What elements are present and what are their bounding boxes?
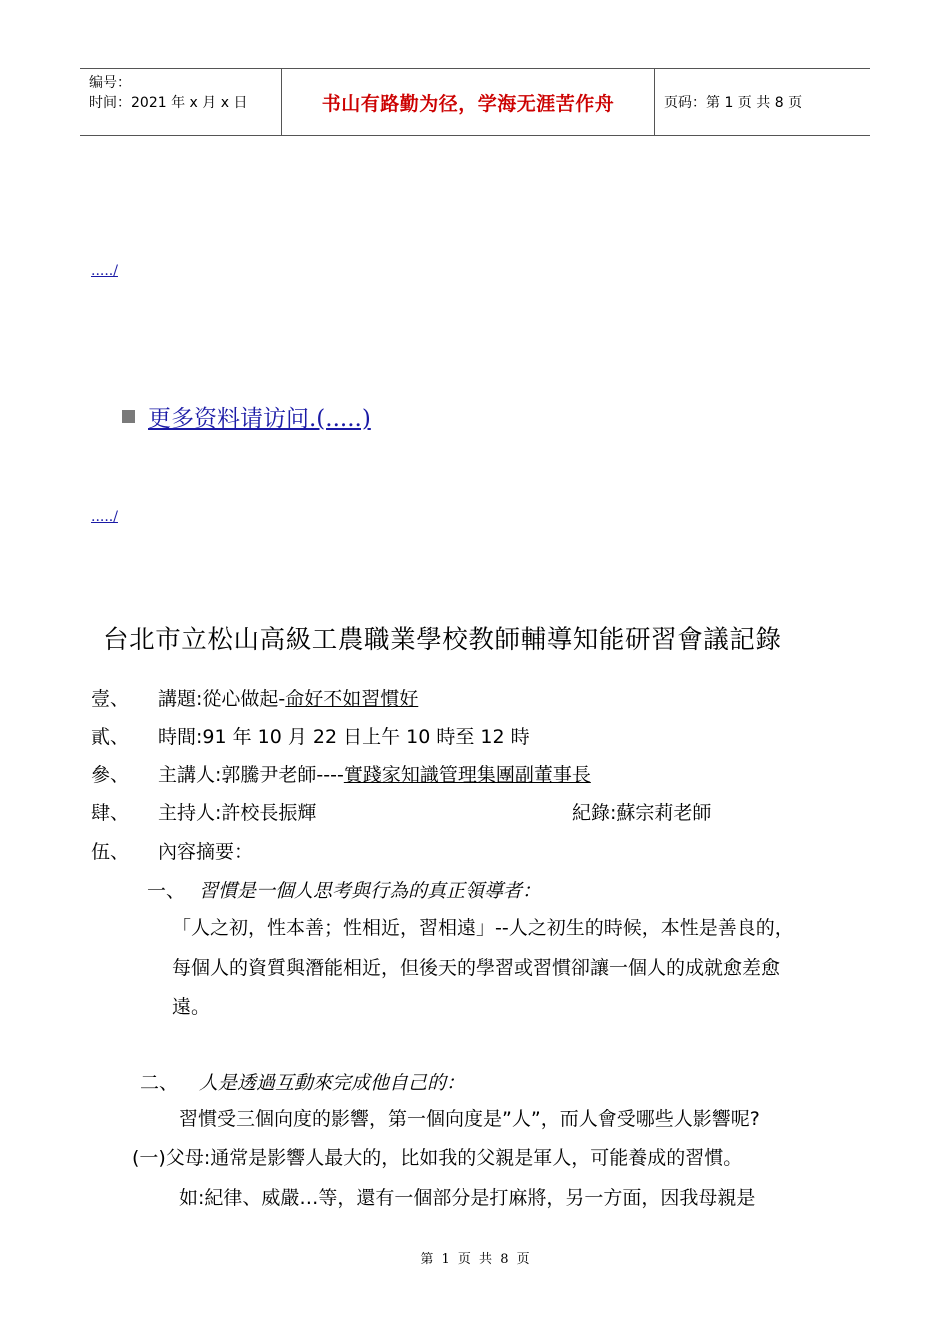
section-2-heading: 人是透過互動來完成他自己的： [199,1072,466,1094]
header-motto: 书山有路勤为径，学海无涯苦作舟 [321,92,615,115]
document-header [80,68,870,136]
header-motto-cell [282,69,655,135]
dots-link-top[interactable]: ...../ [91,263,118,279]
item-5-label: 內容摘要： [158,841,254,863]
header-page-info [655,69,870,135]
document-title: 台北市立松山高級工農職業學校教師輔導知能研習會議記錄 [103,625,782,655]
header-meta [80,69,282,135]
section-2-heading-row [140,1068,466,1095]
header-number: 编号： [89,75,131,91]
item-3-marker: 參、 [91,764,130,786]
section-1-marker: 一、 [147,880,186,902]
item-2 [91,722,530,749]
header-page-number: 页码：第 1 页 共 8 页 [664,95,803,111]
item-4-label: 主持人:許校長振輝 [158,802,317,824]
item-5 [91,837,254,864]
item-1-marker: 壹、 [91,688,130,710]
more-info-row [122,400,371,433]
section-1-heading: 習慣是一個人思考與行為的真正領導者： [199,880,542,902]
item-4 [91,798,712,825]
item-2-marker: 貳、 [91,726,130,748]
square-bullet-icon [122,410,135,423]
section-1-para-line-2: 每個人的資質與潛能相近，但後天的學習或習慣卻讓一個人的成就愈差愈 [172,957,781,979]
item-1-underlined: 命好不如習慣好 [285,688,419,710]
item-1 [91,684,419,711]
section-1-para-line-3: 遠。 [172,996,211,1018]
section-2-marker: 二、 [140,1072,179,1094]
item-3-underlined: 實踐家知識管理集團副董事長 [343,764,591,786]
item-3 [91,760,591,787]
item-4-marker: 肆、 [91,802,130,824]
item-3-text [158,760,591,787]
header-time: 时间：2021 年 x 月 x 日 [89,95,248,111]
item-3-label: 主講人:郭騰尹老師---- [158,764,344,786]
dots-link-bottom[interactable]: ...../ [91,509,118,525]
section-2-line-1: 習慣受三個向度的影響，第一個向度是”人”，而人會受哪些人影響呢? [179,1108,760,1130]
section-1-heading-row [147,876,542,903]
section-1-para-line-1: 「人之初，性本善；性相近，習相遠」--人之初生的時候，本性是善良的， [172,917,794,939]
item-1-text [158,684,418,711]
item-2-label: 時間:91 年 10 月 22 日上午 10 時至 12 時 [158,726,530,748]
section-2-line-3: 如:紀律、威嚴…等，還有一個部分是打麻將，另一方面，因我母親是 [179,1187,756,1209]
more-info-link[interactable]: 更多资料请访问.(.....) [148,406,371,432]
item-5-marker: 伍、 [91,841,130,863]
item-4-recorder: 紀錄:蘇宗莉老師 [572,802,712,824]
page-footer: 第 1 页 共 8 页 [420,1252,530,1267]
item-1-label: 講題:從心做起- [158,688,286,710]
section-2-line-2: (一)父母:通常是影響人最大的，比如我的父親是軍人，可能養成的習慣。 [132,1147,743,1169]
